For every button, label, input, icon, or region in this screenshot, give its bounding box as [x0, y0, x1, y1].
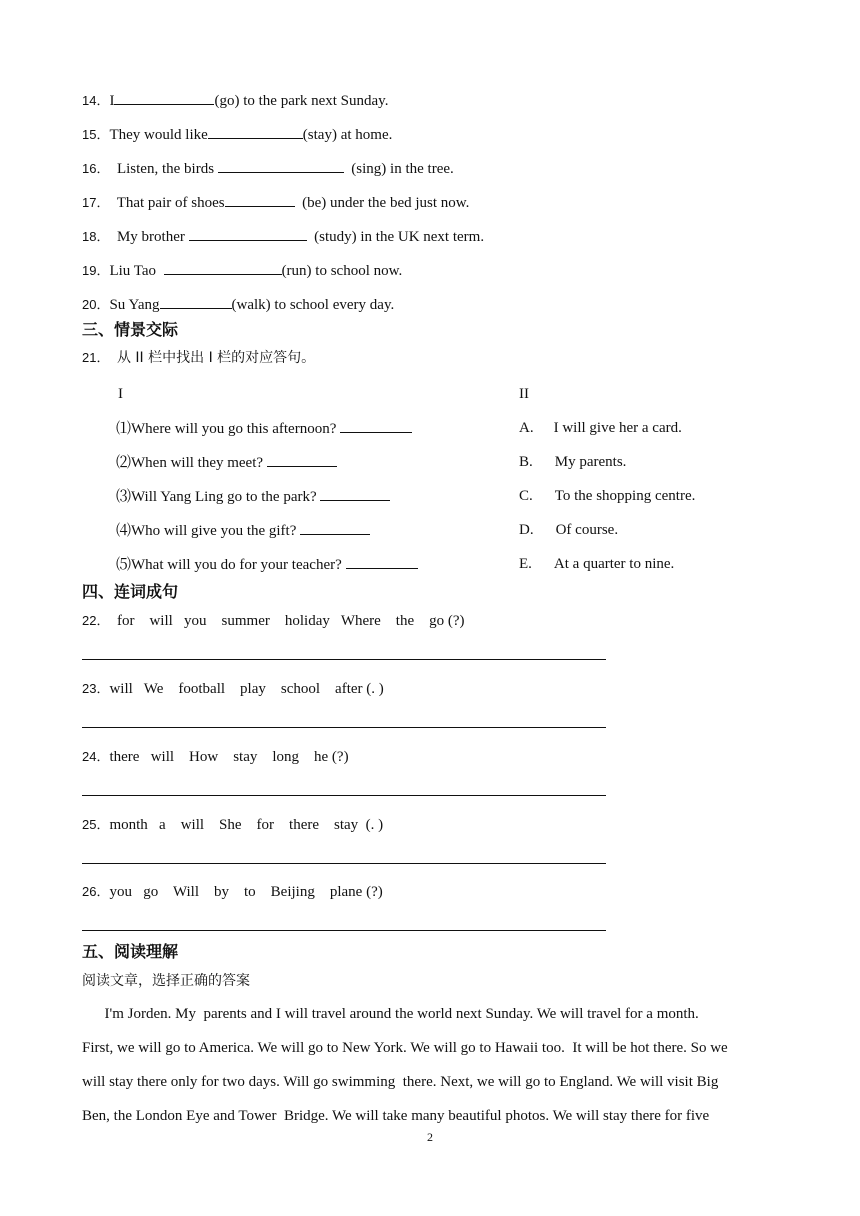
section-heading-5: 五、阅读理解	[82, 942, 179, 961]
answer-text: To the shopping centre.	[554, 488, 696, 504]
question-18	[82, 226, 484, 247]
answer-line[interactable]	[82, 795, 606, 796]
question-text: That pair of shoes	[109, 195, 225, 211]
reading-instruction: 阅读文章，选择正确的答案	[82, 973, 250, 989]
question-number: 16．	[82, 161, 110, 176]
answer-letter: B.	[519, 454, 533, 470]
question-17	[82, 192, 469, 213]
question-text: I	[109, 93, 115, 109]
answer-text: Of course.	[555, 522, 619, 538]
answer-blank[interactable]	[346, 554, 418, 569]
question-number: 23．	[82, 681, 110, 696]
page-number: 2	[427, 1130, 433, 1144]
answer-blank[interactable]	[164, 260, 282, 275]
question-number: 17．	[82, 195, 110, 210]
match-answer-c	[519, 486, 695, 506]
reorder-question-23	[82, 679, 384, 699]
answer-line[interactable]	[82, 930, 606, 931]
match-answer-e	[519, 554, 674, 574]
answer-blank[interactable]	[218, 158, 344, 173]
question-number: 14．	[82, 93, 110, 108]
match-question-3	[116, 486, 390, 507]
question-text: (be) under the bed just now.	[294, 195, 470, 211]
reorder-question-25	[82, 815, 383, 835]
question-15	[82, 124, 392, 145]
column-header-ii: II	[519, 386, 529, 402]
question-text: (walk) to school every day.	[231, 297, 395, 313]
match-question-5	[116, 554, 418, 575]
question-19	[82, 260, 402, 281]
answer-blank[interactable]	[340, 418, 412, 433]
question-20	[82, 294, 394, 315]
answer-blank[interactable]	[320, 486, 390, 501]
match-question-text: ⑶Will Yang Ling go to the park?	[116, 489, 317, 505]
answer-blank[interactable]	[114, 90, 214, 105]
match-answer-b	[519, 452, 626, 472]
question-number: 19．	[82, 263, 110, 278]
question-text: My brother	[109, 229, 189, 245]
answer-blank[interactable]	[189, 226, 307, 241]
match-answer-a	[519, 418, 682, 438]
question-number: 26．	[82, 884, 110, 899]
passage-line: First, we will go to America. We will go to New York. We will go to Hawaii too. It will be hot there. So we	[82, 1040, 728, 1056]
reorder-question-22	[82, 611, 465, 631]
match-question-text: ⑷Who will give you the gift?	[116, 523, 297, 539]
match-question-2	[116, 452, 337, 473]
question-14	[82, 90, 388, 111]
answer-line[interactable]	[82, 863, 606, 864]
question-text: (sing) in the tree.	[343, 161, 454, 177]
answer-letter: C.	[519, 488, 533, 504]
question-text: (go) to the park next Sunday.	[214, 93, 389, 109]
answer-line[interactable]	[82, 659, 606, 660]
answer-text: At a quarter to nine.	[553, 556, 675, 572]
answer-blank[interactable]	[300, 520, 370, 535]
question-number: 20．	[82, 297, 110, 312]
match-question-text: ⑸What will you do for your teacher?	[116, 557, 342, 573]
scrambled-words: there will How stay long he (?)	[109, 749, 349, 765]
match-question-text: ⑴Where will you go this afternoon?	[116, 421, 337, 437]
answer-text: My parents.	[554, 454, 627, 470]
question-text: Su Yang	[109, 297, 160, 313]
scrambled-words: for will you summer holiday Where the go (?)	[109, 613, 465, 629]
question-number: 25．	[82, 817, 110, 832]
answer-line[interactable]	[82, 727, 606, 728]
scrambled-words: will We football play school after (. )	[109, 681, 384, 697]
passage-line: will stay there only for two days. Will go swimming there. Next, we will go to England. We will visit Big	[82, 1074, 719, 1090]
question-text: They would like	[109, 127, 208, 143]
answer-letter: E.	[519, 556, 532, 572]
question-text: (run) to school now.	[281, 263, 403, 279]
question-text: Liu Tao	[109, 263, 164, 279]
question-number: 21．	[82, 350, 110, 365]
reorder-question-26	[82, 882, 383, 902]
question-21	[82, 348, 315, 368]
match-answer-d	[519, 520, 618, 540]
section-heading-3: 三、情景交际	[82, 320, 179, 339]
question-text: (stay) at home.	[302, 127, 393, 143]
question-number: 22．	[82, 613, 110, 628]
question-text: Listen, the birds	[109, 161, 218, 177]
reorder-question-24	[82, 747, 349, 767]
section-heading-4: 四、连词成句	[82, 582, 179, 601]
match-question-text: ⑵When will they meet?	[116, 455, 264, 471]
answer-blank[interactable]	[160, 294, 232, 309]
answer-text: I will give her a card.	[553, 420, 682, 436]
scrambled-words: month a will She for there stay (. )	[109, 817, 384, 833]
answer-letter: D.	[519, 522, 534, 538]
answer-blank[interactable]	[267, 452, 337, 467]
match-question-4	[116, 520, 370, 541]
reading-passage	[82, 997, 772, 1133]
scrambled-words: you go Will by to Beijing plane (?)	[109, 884, 383, 900]
answer-letter: A.	[519, 420, 534, 436]
question-number: 18．	[82, 229, 110, 244]
column-header-i: I	[118, 386, 123, 402]
passage-line: I'm Jorden. My parents and I will travel around the world next Sunday. We will travel for a month.	[82, 1006, 699, 1022]
question-number: 15．	[82, 127, 110, 142]
passage-line: Ben, the London Eye and Tower Bridge. We will take many beautiful photos. We will stay there for five	[82, 1108, 710, 1124]
answer-blank[interactable]	[208, 124, 303, 139]
question-instruction: 从 II 栏中找出 I 栏的对应答句。	[116, 350, 316, 366]
match-question-1	[116, 418, 412, 439]
answer-blank[interactable]	[225, 192, 295, 207]
question-16	[82, 158, 454, 179]
question-text: (study) in the UK next term.	[306, 229, 485, 245]
question-number: 24．	[82, 749, 110, 764]
